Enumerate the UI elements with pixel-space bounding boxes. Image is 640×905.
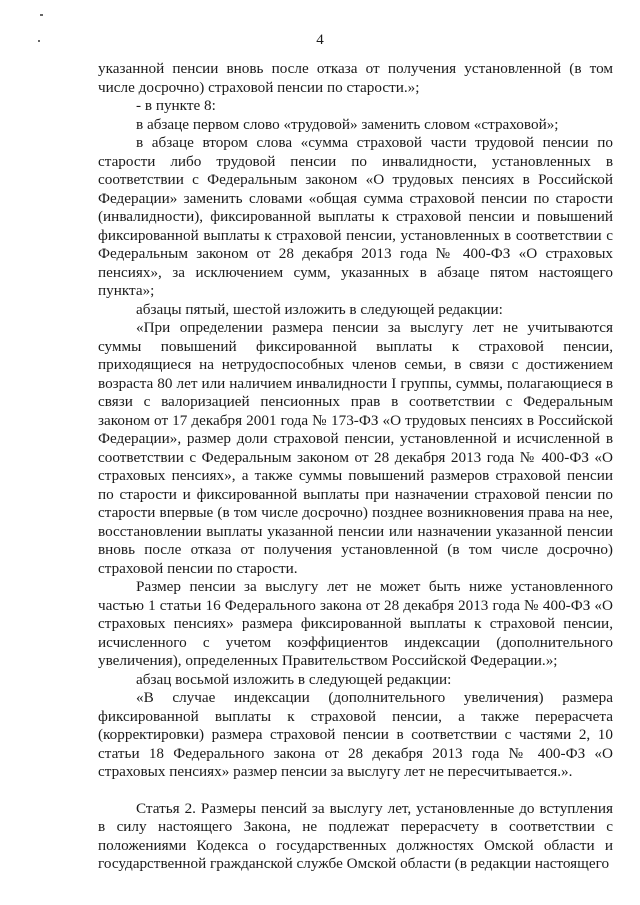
paragraph: Статья 2. Размеры пенсий за выслугу лет, установленные до вступления в силу настоящего Закона, не подлежат перерасчету в соответствии с положениями Кодекса о государственных должностях Омской области и государственной гражданской службе Омской области (в редакции настоящего — [98, 799, 613, 872]
scan-artifact — [40, 14, 43, 16]
paragraph: - в пункте 8: — [136, 97, 216, 114]
paragraph: «При определении размера пенсии за выслугу лет не учитываются суммы повышений фиксированной выплаты к страховой пенсии, приходящиеся на нетрудоспособных членов семьи, в связи с достижением возраста 80 лет или наличием инвалидности I группы, суммы, полагающиеся в связи с валоризацией пенсионных прав в соответствии с Федеральным законом от 17 декабря 2001 года № 173-ФЗ «О трудовых пенсиях в Российской Федерации», размер доли страховой пенсии, установленной и исчисленной в соответствии с Федеральным законом от 28 декабря 2013 года № 400-ФЗ «О страховых пенсиях», а также суммы повышений размеров страховой пенсии по старости и фиксированной выплаты при назначении страховой пенсии по старости впервые (в том числе досрочно) позднее возникновения права на нее, восстановлении выплаты указанной пенсии или назначении указанной пенсии вновь после отказа от получения установленной (в том числе досрочно) страховой пенсии по старости. — [98, 319, 613, 577]
paragraph: в абзаце первом слово «трудовой» заменить словом «страховой»; — [136, 115, 559, 133]
paragraph: абзацы пятый, шестой изложить в следующей редакции: — [136, 300, 503, 318]
paragraph: Размер пенсии за выслугу лет не может быть ниже установленного частью 1 статьи 16 Федерального закона от 28 декабря 2013 года № 400-ФЗ «О страховых пенсиях» размера фиксированной выплаты к страховой пенсии, исчисленного с учетом коэффициентов индексации (дополнительного увеличения), определенных Правительством Российской Федерации.»; — [98, 578, 613, 669]
paragraph: указанной пенсии вновь после отказа от получения установленной (в том числе досрочно) страховой пенсии по старости.»; — [98, 60, 613, 96]
document-body — [98, 60, 613, 874]
paragraph: абзац восьмой изложить в следующей редакции: — [136, 670, 452, 688]
paragraph: «В случае индексации (дополнительного увеличения) размера фиксированной выплаты к страховой пенсии, а также перерасчета (корректировки) размера страховой пенсии в соответствии с частями 2, 10 статьи 18 Федерального закона от 28 декабря 2013 года № 400-ФЗ «О страховых пенсиях» размер пенсии за выслугу лет не пересчитывается.». — [98, 689, 613, 780]
page-number: 4 — [316, 32, 324, 48]
paragraph: в абзаце втором слова «сумма страховой части трудовой пенсии по старости либо трудовой пенсии по инвалидности, установленных в соответствии с Федеральным законом «О трудовых пенсиях в Российской Федерации» заменить словами «общая сумма страховой пенсии по старости (инвалидности), фиксированной выплаты к страховой пенсии и повышений фиксированной выплаты к страховой пенсии, установленных в соответствии с Федеральным законом от 28 декабря 2013 года № 400-ФЗ «О страховых пенсиях», за исключением сумм, указанных в абзаце пятом настоящего пункта»; — [98, 134, 613, 299]
